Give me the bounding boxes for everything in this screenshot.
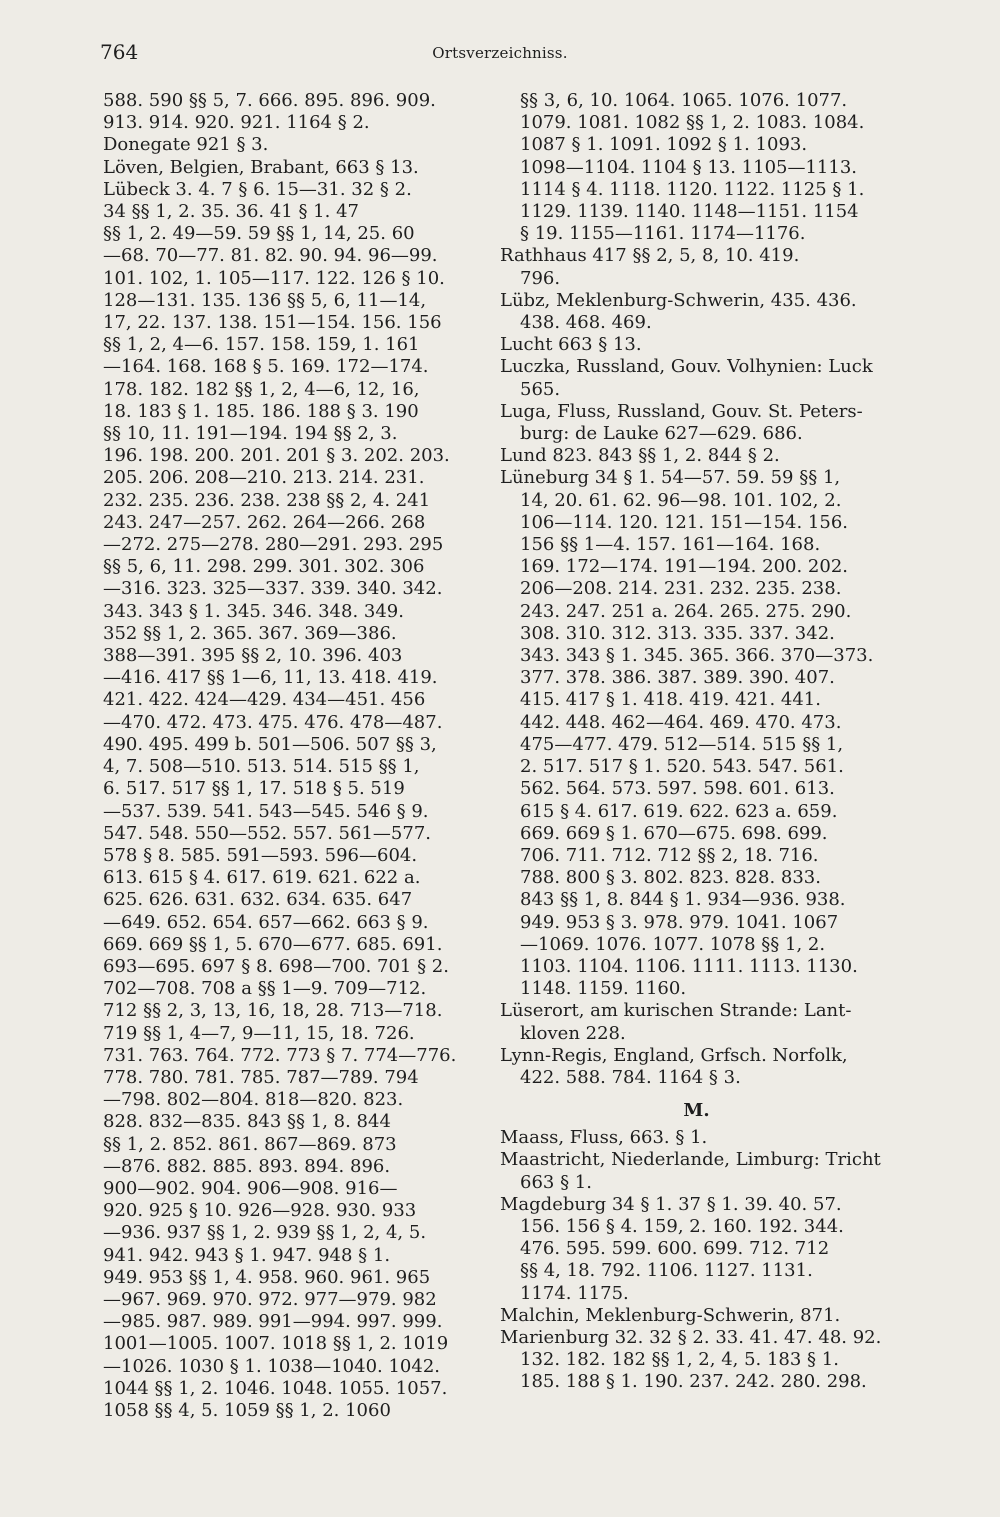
index-line: 377. 378. 386. 387. 389. 390. 407.: [520, 667, 835, 689]
index-line: 1001—1005. 1007. 1018 §§ 1, 2. 1019: [103, 1333, 449, 1355]
index-line: 343. 343 § 1. 345. 365. 366. 370—373.: [520, 645, 874, 667]
index-line: 1148. 1159. 1160.: [520, 978, 687, 1000]
index-line: —164. 168. 168 § 5. 169. 172—174.: [103, 356, 429, 378]
index-line: 613. 615 § 4. 617. 619. 621. 622 a.: [103, 867, 421, 889]
page-number: 764: [100, 40, 139, 64]
index-line: 185. 188 § 1. 190. 237. 242. 280. 298.: [520, 1371, 867, 1393]
index-line: —1026. 1030 § 1. 1038—1040. 1042.: [103, 1355, 440, 1377]
section-heading: M.: [683, 1100, 710, 1122]
index-line: Lund 823. 843 §§ 1, 2. 844 § 2.: [500, 445, 780, 467]
index-line: §§ 10, 11. 191—194. 194 §§ 2, 3.: [103, 423, 398, 445]
right-column-lower: [500, 1127, 893, 1393]
index-line: kloven 228.: [520, 1022, 626, 1044]
index-line: Löven, Belgien, Brabant, 663 § 13.: [103, 156, 419, 178]
index-line: 778. 780. 781. 785. 787—789. 794: [103, 1066, 419, 1088]
index-line: 106—114. 120. 121. 151—154. 156.: [520, 511, 848, 533]
index-line: Lübeck 3. 4. 7 § 6. 15—31. 32 § 2.: [103, 178, 412, 200]
index-line: Malchin, Meklenburg-Schwerin, 871.: [500, 1304, 841, 1326]
index-line: 913. 914. 920. 921. 1164 § 2.: [103, 112, 370, 134]
index-line: Magdeburg 34 § 1. 37 § 1. 39. 40. 57.: [500, 1193, 842, 1215]
index-line: 243. 247—257. 262. 264—266. 268: [103, 511, 426, 533]
index-line: Luga, Fluss, Russland, Gouv. St. Peters-: [500, 400, 863, 422]
index-line: 719 §§ 1, 4—7, 9—11, 15, 18. 726.: [103, 1022, 415, 1044]
index-line: 1174. 1175.: [520, 1282, 629, 1304]
index-line: 476. 595. 599. 600. 699. 712. 712: [520, 1238, 830, 1260]
index-line: —967. 969. 970. 972. 977—979. 982: [103, 1288, 437, 1310]
index-line: 490. 495. 499 b. 501—506. 507 §§ 3,: [103, 733, 437, 755]
index-line: Lucht 663 § 13.: [500, 334, 642, 356]
index-line: 178. 182. 182 §§ 1, 2, 4—6, 12, 16,: [103, 378, 420, 400]
index-line: Lüneburg 34 § 1. 54—57. 59. 59 §§ 1,: [500, 467, 841, 489]
index-line: §§ 3, 6, 10. 1064. 1065. 1076. 1077.: [520, 90, 848, 111]
index-line: 693—695. 697 § 8. 698—700. 701 § 2.: [103, 955, 449, 977]
index-line: 578 § 8. 585. 591—593. 596—604.: [103, 844, 418, 866]
index-line: 828. 832—835. 843 §§ 1, 8. 844: [103, 1111, 391, 1133]
index-line: 565.: [520, 378, 561, 400]
index-line: 415. 417 § 1. 418. 419. 421. 441.: [520, 689, 821, 711]
index-line: 1058 §§ 4, 5. 1059 §§ 1, 2. 1060: [103, 1399, 391, 1421]
index-line: 388—391. 395 §§ 2, 10. 396. 403: [103, 645, 403, 667]
index-line: §§ 1, 2, 4—6. 157. 158. 159, 1. 161: [103, 334, 420, 356]
index-line: 547. 548. 550—552. 557. 561—577.: [103, 822, 431, 844]
index-line: Donegate 921 § 3.: [103, 134, 269, 156]
right-column-upper: [500, 90, 893, 1089]
index-line: —470. 472. 473. 475. 476. 478—487.: [103, 711, 443, 733]
index-line: §§ 4, 18. 792. 1106. 1127. 1131.: [520, 1260, 813, 1282]
index-line: —316. 323. 325—337. 339. 340. 342.: [103, 578, 443, 600]
index-line: 243. 247. 251 a. 264. 265. 275. 290.: [520, 600, 852, 622]
running-title: Ortsverzeichniss.: [432, 44, 568, 62]
index-line: 17, 22. 137. 138. 151—154. 156. 156: [103, 312, 442, 334]
index-line: 205. 206. 208—210. 213. 214. 231.: [103, 467, 425, 489]
index-line: 788. 800 § 3. 802. 823. 828. 833.: [520, 867, 821, 889]
index-line: 2. 517. 517 § 1. 520. 543. 547. 561.: [520, 756, 844, 778]
index-line: 920. 925 § 10. 926—928. 930. 933: [103, 1200, 417, 1222]
index-line: 101. 102, 1. 105—117. 122. 126 § 10.: [103, 267, 445, 289]
index-line: 422. 588. 784. 1164 § 3.: [520, 1066, 741, 1088]
index-line: § 19. 1155—1161. 1174—1176.: [520, 223, 806, 245]
index-line: 128—131. 135. 136 §§ 5, 6, 11—14,: [103, 289, 427, 311]
index-line: 669. 669 §§ 1, 5. 670—677. 685. 691.: [103, 933, 443, 955]
index-line: —416. 417 §§ 1—6, 11, 13. 418. 419.: [103, 667, 438, 689]
index-line: §§ 1, 2. 49—59. 59 §§ 1, 14, 25. 60: [103, 223, 415, 245]
index-line: 615 § 4. 617. 619. 622. 623 a. 659.: [520, 800, 838, 822]
index-line: —1069. 1076. 1077. 1078 §§ 1, 2.: [520, 933, 826, 955]
index-line: 663 § 1.: [520, 1171, 592, 1193]
index-line: 206—208. 214. 231. 232. 235. 238.: [520, 578, 842, 600]
index-line: Maass, Fluss, 663. § 1.: [500, 1127, 708, 1149]
index-line: burg: de Lauke 627—629. 686.: [520, 423, 803, 445]
index-line: 900—902. 904. 906—908. 916—: [103, 1177, 398, 1199]
index-line: 562. 564. 573. 597. 598. 601. 613.: [520, 778, 835, 800]
index-line: 6. 517. 517 §§ 1, 17. 518 § 5. 519: [103, 778, 405, 800]
index-line: Maastricht, Niederlande, Limburg: Tricht: [500, 1149, 881, 1171]
left-column: [103, 90, 475, 1422]
index-line: 156. 156 § 4. 159, 2. 160. 192. 344.: [520, 1215, 844, 1237]
index-line: 421. 422. 424—429. 434—451. 456: [103, 689, 426, 711]
index-line: 731. 763. 764. 772. 773 § 7. 774—776.: [103, 1044, 457, 1066]
index-line: §§ 5, 6, 11. 298. 299. 301. 302. 306: [103, 556, 425, 578]
index-line: 949. 953 § 3. 978. 979. 1041. 1067: [520, 911, 839, 933]
right-column: [500, 90, 893, 1394]
index-line: —876. 882. 885. 893. 894. 896.: [103, 1155, 391, 1177]
index-line: 442. 448. 462—464. 469. 470. 473.: [520, 711, 842, 733]
index-line: 232. 235. 236. 238. 238 §§ 2, 4. 241: [103, 489, 431, 511]
index-line: —272. 275—278. 280—291. 293. 295: [103, 534, 444, 556]
index-line: 18. 183 § 1. 185. 186. 188 § 3. 190: [103, 400, 419, 422]
index-line: 352 §§ 1, 2. 365. 367. 369—386.: [103, 622, 397, 644]
index-line: —649. 652. 654. 657—662. 663 § 9.: [103, 911, 429, 933]
index-line: 1129. 1139. 1140. 1148—1151. 1154: [520, 201, 859, 223]
index-line: 1087 § 1. 1091. 1092 § 1. 1093.: [520, 134, 808, 156]
index-line: 4, 7. 508—510. 513. 514. 515 §§ 1,: [103, 756, 420, 778]
index-line: 169. 172—174. 191—194. 200. 202.: [520, 556, 848, 578]
index-line: 34 §§ 1, 2. 35. 36. 41 § 1. 47: [103, 201, 359, 223]
index-line: 702—708. 708 a §§ 1—9. 709—712.: [103, 978, 427, 1000]
index-line: —68. 70—77. 81. 82. 90. 94. 96—99.: [103, 245, 438, 267]
index-line: Lüserort, am kurischen Strande: Lant-: [500, 1000, 852, 1022]
index-line: —936. 937 §§ 1, 2. 939 §§ 1, 2, 4, 5.: [103, 1222, 427, 1244]
index-line: 1098—1104. 1104 § 13. 1105—1113.: [520, 156, 857, 178]
index-line: 625. 626. 631. 632. 634. 635. 647: [103, 889, 413, 911]
index-line: 308. 310. 312. 313. 335. 337. 342.: [520, 622, 835, 644]
index-line: —537. 539. 541. 543—545. 546 § 9.: [103, 800, 429, 822]
index-line: §§ 1, 2. 852. 861. 867—869. 873: [103, 1133, 397, 1155]
index-line: 712 §§ 2, 3, 13, 16, 18, 28. 713—718.: [103, 1000, 443, 1022]
index-line: 132. 182. 182 §§ 1, 2, 4, 5. 183 § 1.: [520, 1349, 839, 1371]
index-line: 843 §§ 1, 8. 844 § 1. 934—936. 938.: [520, 889, 846, 911]
index-line: 706. 711. 712. 712 §§ 2, 18. 716.: [520, 844, 819, 866]
index-line: 1114 § 4. 1118. 1120. 1122. 1125 § 1.: [520, 178, 865, 200]
index-line: Lübz, Meklenburg-Schwerin, 435. 436.: [500, 289, 857, 311]
index-line: Lynn-Regis, England, Grfsch. Norfolk,: [500, 1044, 848, 1066]
index-line: 588. 590 §§ 5, 7. 666. 895. 896. 909.: [103, 90, 436, 111]
index-line: 1044 §§ 1, 2. 1046. 1048. 1055. 1057.: [103, 1377, 448, 1399]
index-line: —985. 987. 989. 991—994. 997. 999.: [103, 1311, 443, 1333]
index-line: 156 §§ 1—4. 157. 161—164. 168.: [520, 534, 821, 556]
index-line: 669. 669 § 1. 670—675. 698. 699.: [520, 822, 828, 844]
index-line: 1103. 1104. 1106. 1111. 1113. 1130.: [520, 955, 858, 977]
index-line: 1079. 1081. 1082 §§ 1, 2. 1083. 1084.: [520, 112, 865, 134]
index-line: —798. 802—804. 818—820. 823.: [103, 1089, 404, 1111]
index-line: 941. 942. 943 § 1. 947. 948 § 1.: [103, 1244, 391, 1266]
index-line: 949. 953 §§ 1, 4. 958. 960. 961. 965: [103, 1266, 431, 1288]
index-line: 343. 343 § 1. 345. 346. 348. 349.: [103, 600, 404, 622]
index-line: 796.: [520, 267, 561, 289]
index-line: Luczka, Russland, Gouv. Volhynien: Luck: [500, 356, 873, 378]
index-line: 475—477. 479. 512—514. 515 §§ 1,: [520, 733, 844, 755]
index-line: Rathhaus 417 §§ 2, 5, 8, 10. 419.: [500, 245, 800, 267]
index-line: 14, 20. 61. 62. 96—98. 101. 102, 2.: [520, 489, 842, 511]
index-line: 196. 198. 200. 201. 201 § 3. 202. 203.: [103, 445, 450, 467]
index-line: Marienburg 32. 32 § 2. 33. 41. 47. 48. 92.: [500, 1326, 882, 1348]
index-line: 438. 468. 469.: [520, 312, 652, 334]
